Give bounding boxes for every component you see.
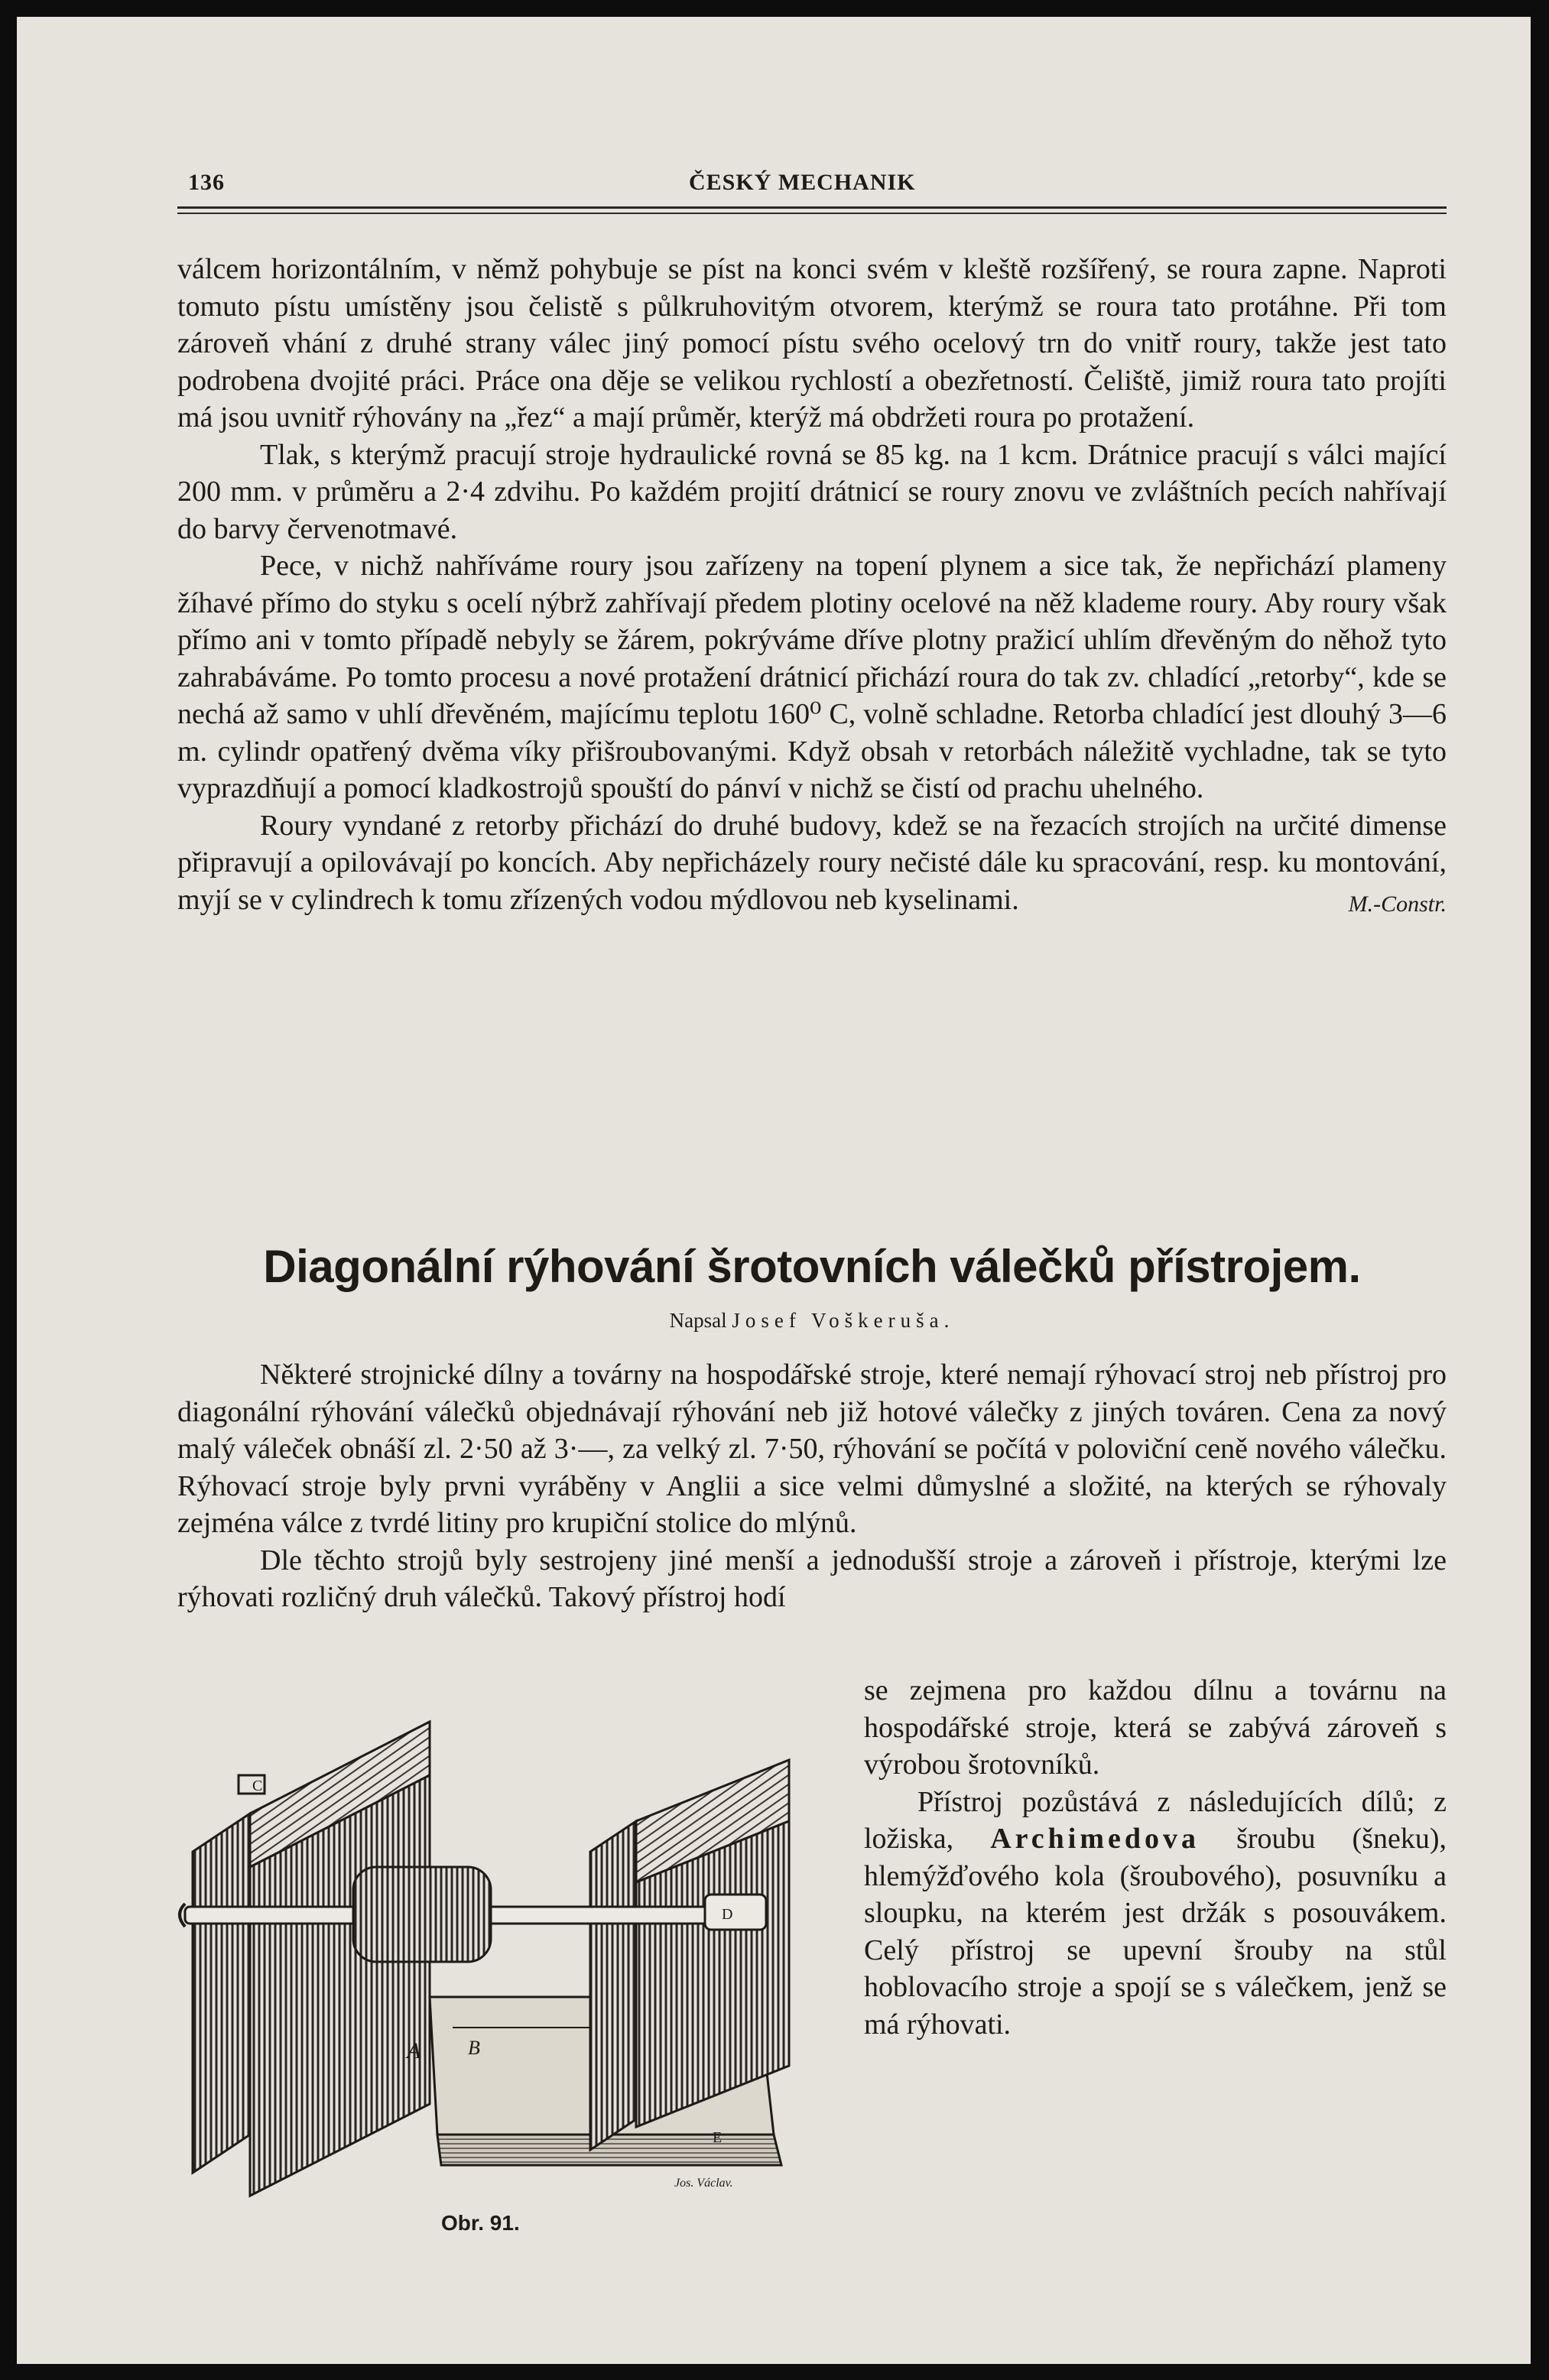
- spaced-name: Archimedova: [990, 1823, 1200, 1855]
- paragraph: [177, 807, 1447, 919]
- article-byline: [177, 1309, 1447, 1333]
- page-number: 136: [188, 170, 225, 195]
- paragraph-text: Roury vyndané z retorby přichází do druhé budovy, kdež se na řezacích strojích na určité dimense připravují a opilovávají po koncích. Aby nepřicházely roury nečisté dále ku spracování, resp. ku montování, myjí se v cylindrech k tomu zřízených vodou mýdlovou neb kyselinami.: [177, 809, 1447, 916]
- article-side-column: [864, 1672, 1447, 2043]
- paragraph: Pece, v nichž nahříváme roury jsou zařízeny na topení plynem a sice tak, že nepřichází plameny žíhavé přímo do styku s ocelí nýbrž zahřívají předem plotiny ocelové na něž klademe roury. Aby roury však přímo ani v tomto případě nebyly se žárem, pokrýváme dříve plotny pražicí uhlím dřevěným do něhož tyto zahrabáváme. Po tomto procesu a nové protažení drátnicí přichází roura do tak zv. chladící „retorby“, kde se nechá až samo v uhlí dřevěném, majícímu teplotu 160⁰ C, volně schladne. Retorba chladící jest dlouhý 3—6 m. cylindr opatřený dvěma víky přišroubovanými. Když obsah v retorbách náležitě vychladne, tak se tyto vyprazdňují a pomocí kladkostrojů spouští do pánví v nichž se čistí od prachu uhelného.: [177, 550, 1447, 804]
- roller-fluting-apparatus-illustration: [177, 1706, 850, 2203]
- journal-title: ČESKÝ MECHANIK: [689, 170, 916, 195]
- paragraph: se zejmena pro každou dílnu a továrnu na hospodářské stroje, která se zabývá zároveň s výrobou šrotovníků.: [864, 1674, 1447, 1781]
- author-name: Josef Voškeruša.: [732, 1309, 955, 1332]
- article-body: [177, 1356, 1447, 1616]
- figure-letter-c: C: [252, 1778, 263, 1794]
- header-rule-top: [177, 206, 1447, 209]
- article-title: Diagonální rýhování šrotovních válečků přístrojem.: [263, 1241, 1361, 1292]
- figure-91-engraving: [177, 1706, 850, 2203]
- byline-prefix: Napsal: [669, 1309, 727, 1332]
- paragraph: [864, 1784, 1447, 2044]
- paragraph: Tlak, s kterýmž pracují stroje hydraulické rovná se 85 kg. na 1 kcm. Drátnice pracují s válci mající 200 mm. v průměru a 2·4 zdvihu. Po každém projití drátnicí se roury znovu ve zvláštních pecích nahřívají do barvy červenotmavé.: [177, 438, 1447, 545]
- running-header: [188, 170, 1442, 200]
- continued-article: [177, 251, 1447, 923]
- figure-letter-a: A: [407, 2038, 421, 2063]
- paragraph-text: Přístroj pozůstává z následujících dílů; z ložiska,: [864, 1785, 1447, 1855]
- paragraph: válcem horizontálním, v němž pohybuje se píst na konci svém v kleště rozšířený, se roura zapne. Naproti tomuto pístu umístěny jsou čelistě s půlkruhovitým otvorem, kterýmž se roura tato protáhne. Při tom zároveň vhání z druhé strany válec jiný pomocí pístu svého ocelový trn do vnitř roury, takže jest tato podrobena dvojité práci. Práce ona děje se velikou rychlostí a obezřetností. Čeliště, jimiž roura tato projíti má jsou uvnitř rýhovány na „řez“ a mají průměr, kterýž má obdržeti roura po protažení.: [177, 253, 1447, 433]
- engraver-mark: Jos. Václav.: [674, 2177, 733, 2190]
- figure-letter-e: E: [713, 2129, 723, 2146]
- scanned-page: [17, 17, 1531, 2364]
- paragraph: Některé strojnické dílny a továrny na hospodářské stroje, které nemají rýhovací stroj neb přístroj pro diagonální rýhování válečků objednávají rýhování neb již hotové válečky z jiných továren. Cena za nový malý váleček obnáší zl. 2·50 až 3·—, za velký zl. 7·50, rýhování se počítá v poloviční ceně nového válečku. Rýhovací stroje byly prvni vyráběny v Anglii a sice velmi důmyslné a složité, na kterých se rýhovaly zejména válce z tvrdé litiny pro krupiční stolice do mlýnů.: [177, 1359, 1447, 1539]
- header-rule-bottom: [177, 213, 1447, 214]
- paragraph-text: šroubu (šneku), hlemýžďového kola (šroubového), posuvníku a sloupku, na kterém jest držák s posouvákem. Celý přístroj se upevní šrouby na stůl hoblovacího stroje a spojí se s válečkem, jenž se má rýhovati.: [864, 1823, 1447, 2041]
- article-signature: M.-Constr.: [1348, 891, 1447, 917]
- figure-caption: Obr. 91.: [441, 2211, 520, 2235]
- paragraph: Dle těchto strojů byly sestrojeny jiné menší a jednodušší stroje a zároveň i přístroje, kterými lze rýhovati rozličný druh válečků. Takový přístroj hodí: [177, 1544, 1447, 1613]
- figure-letter-d: D: [722, 1906, 733, 1923]
- figure-letter-b: B: [468, 2037, 480, 2059]
